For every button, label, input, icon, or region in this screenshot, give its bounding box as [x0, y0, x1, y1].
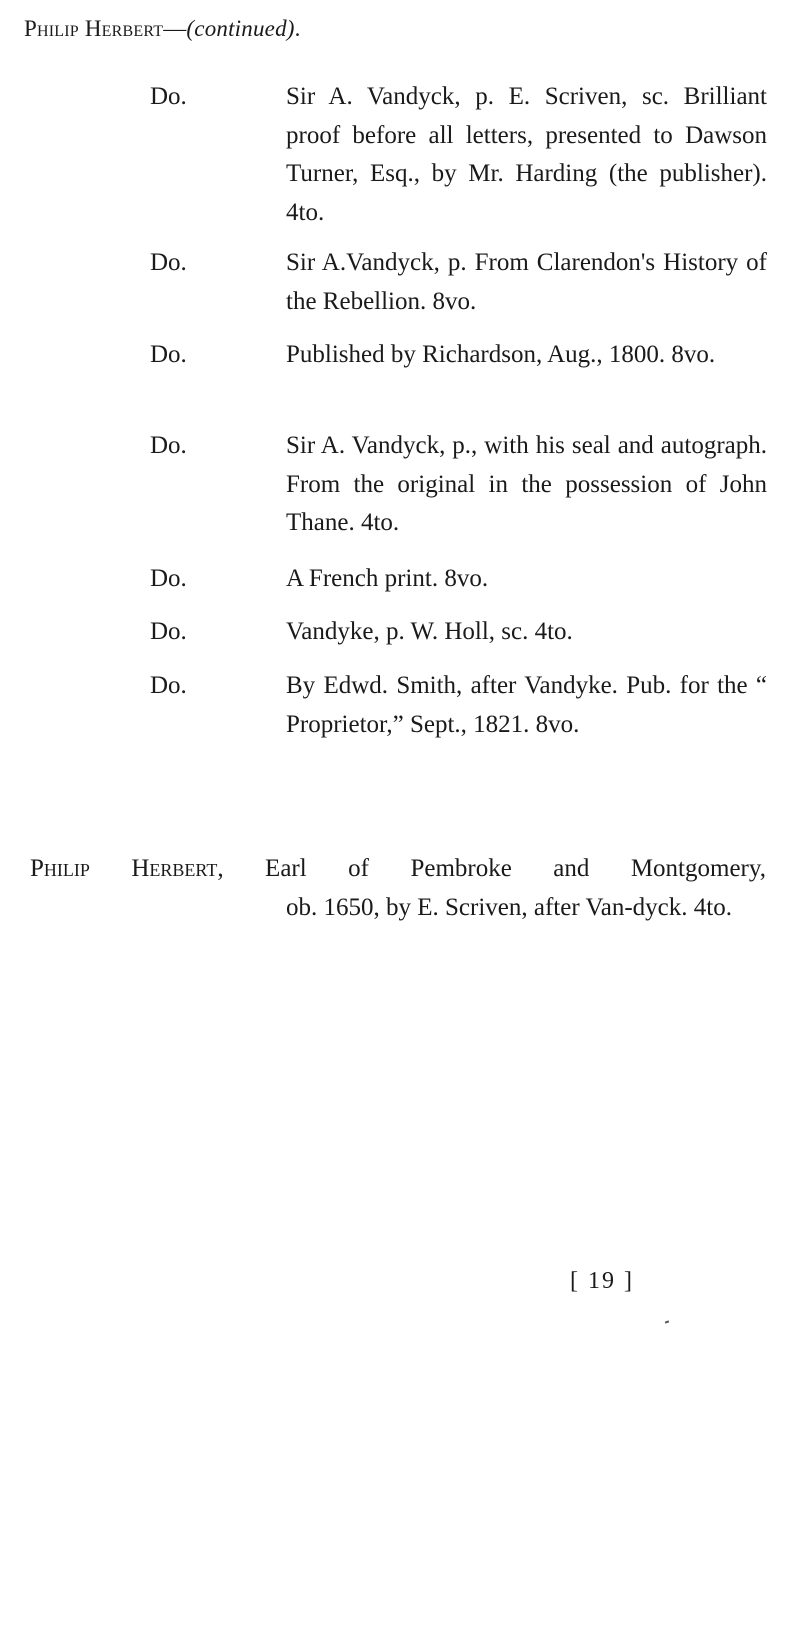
- entry-description: Sir A. Vandyck, p., with his seal and autograph. From the original in the possession of John Thane. 4to.: [286, 432, 767, 536]
- main-catalogue-entry: [30, 850, 770, 927]
- running-head: [24, 16, 301, 42]
- entry-description: A French print. 8vo.: [286, 565, 489, 592]
- running-head-name: Philip Herbert: [24, 16, 164, 41]
- running-head-period: .: [294, 16, 301, 41]
- page-number: [ 19 ]: [570, 1268, 634, 1294]
- running-head-dash: —: [163, 16, 187, 41]
- ditto-mark: Do.: [150, 432, 187, 459]
- entry-description: Published by Richardson, Aug., 1800. 8vo.: [286, 341, 716, 368]
- ditto-mark: Do.: [150, 83, 187, 110]
- entry-description: Vandyke, p. W. Holl, sc. 4to.: [286, 618, 573, 645]
- main-entry-title: , Earl of Pembroke and Montgomery,: [217, 855, 766, 882]
- ditto-mark: Do.: [150, 672, 187, 699]
- ink-speck: [665, 1320, 669, 1323]
- main-entry-name: Philip Herbert: [30, 855, 218, 882]
- entry-description: By Edwd. Smith, after Vandyke. Pub. for the “ Proprietor,” Sept., 1821. 8vo.: [286, 672, 767, 738]
- entry-description: Sir A.Vandyck, p. From Clarendon's History of the Rebellion. 8vo.: [286, 249, 767, 315]
- main-entry-first-line: [30, 850, 766, 889]
- entry-description: Sir A. Vandyck, p. E. Scriven, sc. Brilliant proof before all letters, presented to Dawson Turner, Esq., by Mr. Harding (the publisher). 4to.: [286, 83, 767, 226]
- running-head-continued: (continued): [186, 16, 295, 41]
- ditto-mark: Do.: [150, 618, 187, 645]
- ditto-mark: Do.: [150, 341, 187, 368]
- main-entry-continuation: ob. 1650, by E. Scriven, after Van-dyck. 4to.: [286, 893, 732, 921]
- ditto-mark: Do.: [150, 249, 187, 276]
- ditto-mark: Do.: [150, 565, 187, 592]
